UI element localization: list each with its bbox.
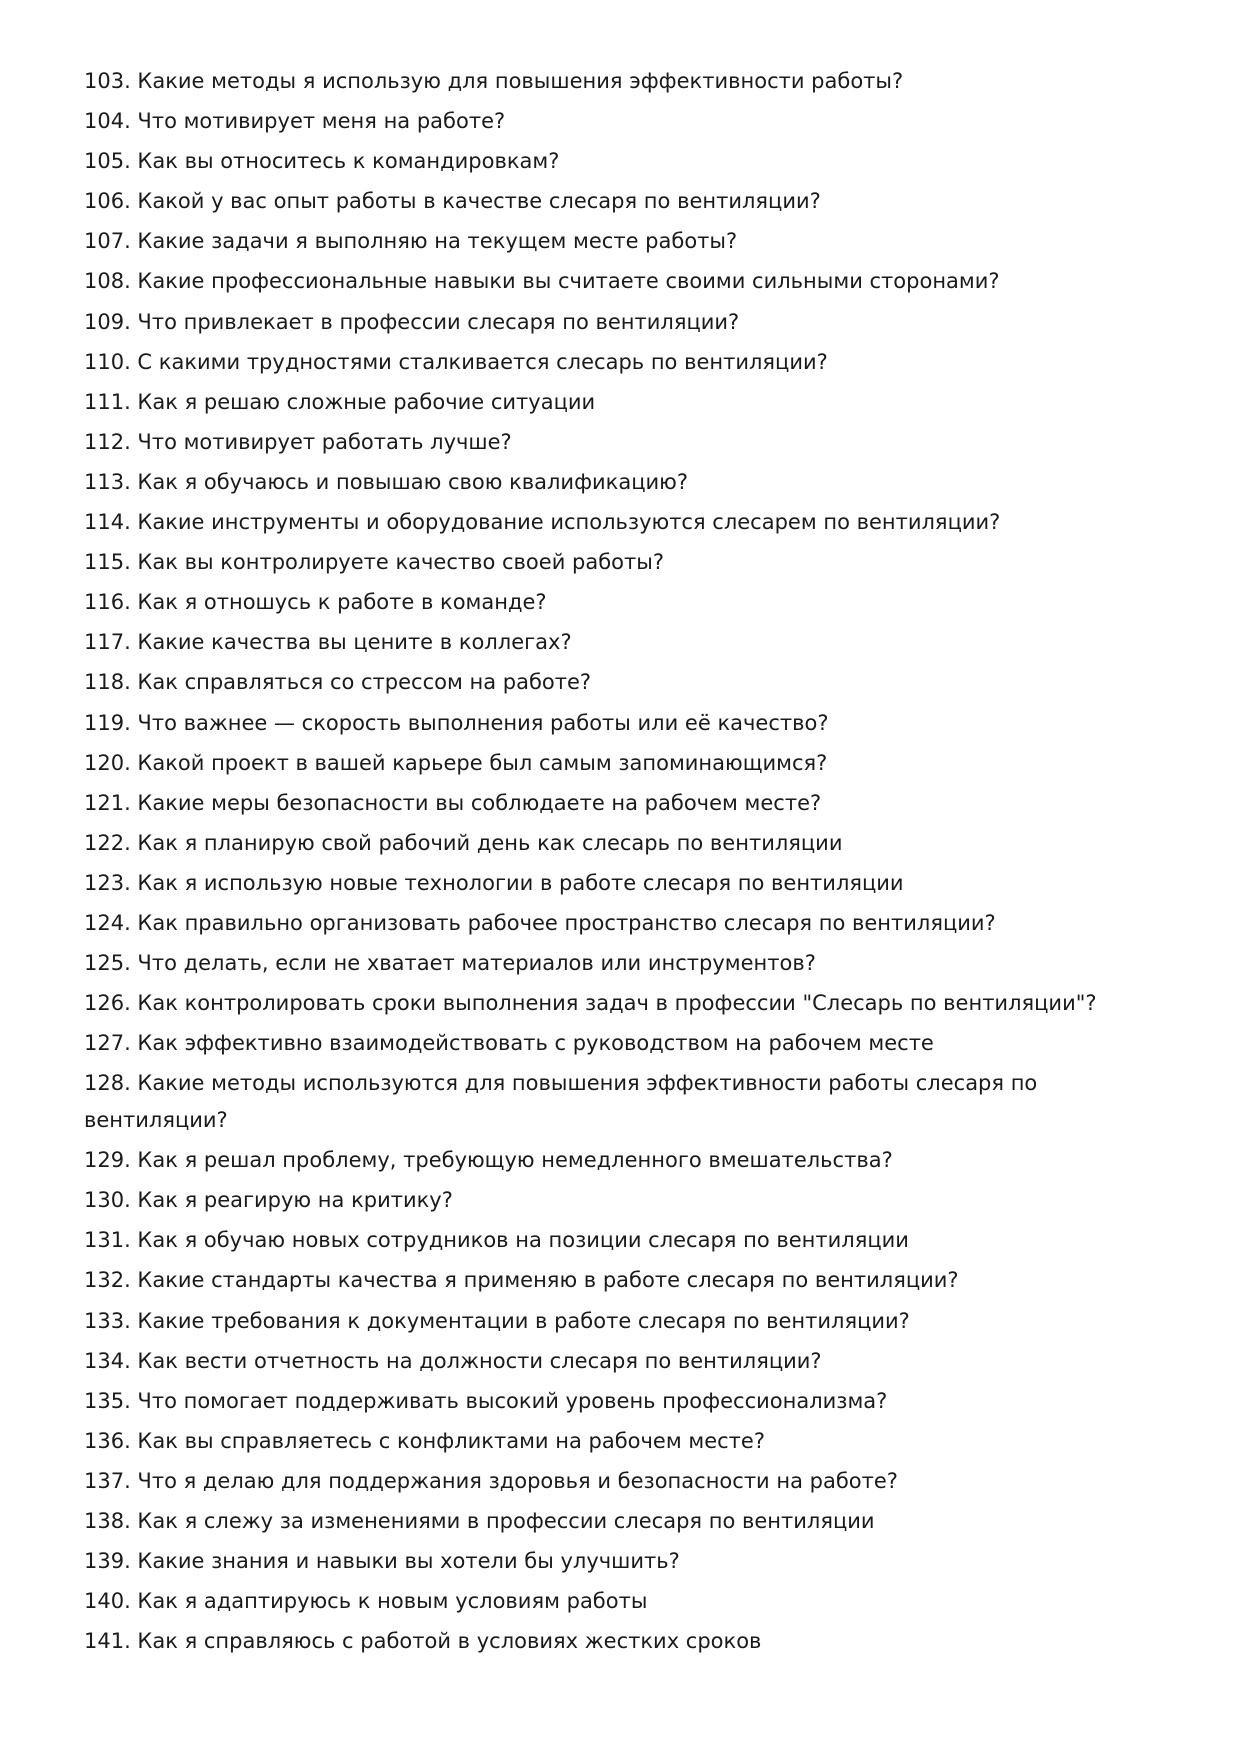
question-item: 135. Что помогает поддерживать высокий уровень профессионализма? [84, 1388, 888, 1413]
question-item: 136. Как вы справляетесь с конфликтами на рабочем месте? [84, 1428, 765, 1453]
question-item: 123. Как я использую новые технологии в работе слесаря по вентиляции [84, 870, 904, 895]
question-item: 127. Как эффективно взаимодействовать с руководством на рабочем месте [84, 1031, 934, 1056]
question-item: 120. Какой проект в вашей карьере был самым запоминающимся? [84, 750, 828, 775]
question-item: 128. Какие методы используются для повышения эффективности работы слесаря по вентиляции? [84, 1071, 1038, 1132]
question-item: 111. Как я решаю сложные рабочие ситуации [84, 389, 596, 414]
question-item: 116. Как я отношусь к работе в команде? [84, 590, 547, 615]
question-item: 107. Какие задачи я выполняю на текущем месте работы? [84, 229, 738, 254]
question-item: 117. Какие качества вы цените в коллегах? [84, 630, 572, 655]
question-item: 115. Как вы контролируете качество своей работы? [84, 550, 664, 575]
question-item: 138. Как я слежу за изменениями в профессии слесаря по вентиляции [84, 1509, 875, 1533]
question-item: 103. Какие методы я использую для повышения эффективности работы? [84, 69, 904, 93]
question-item: 118. Как справляться со стрессом на работе? [84, 670, 592, 695]
question-item: 131. Как я обучаю новых сотрудников на позиции слесаря по вентиляции [84, 1228, 909, 1253]
question-item: 114. Какие инструменты и оборудование используются слесарем по вентиляции? [84, 510, 1001, 535]
question-item: 112. Что мотивирует работать лучше? [84, 429, 512, 454]
question-item: 137. Что я делаю для поддержания здоровья и безопасности на работе? [84, 1468, 898, 1493]
question-item: 119. Что важнее — скорость выполнения работы или её качество? [84, 710, 829, 735]
question-item: 141. Как я справляюсь с работой в условиях жестких сроков [84, 1629, 762, 1654]
question-item: 109. Что привлекает в профессии слесаря по вентиляции? [84, 309, 740, 334]
question-item: 133. Какие требования к документации в работе слесаря по вентиляции? [84, 1308, 910, 1333]
question-item: 140. Как я адаптируюсь к новым условиям работы [84, 1589, 648, 1614]
question-item: 104. Что мотивирует меня на работе? [84, 109, 506, 134]
question-item: 132. Какие стандарты качества я применяю в работе слесаря по вентиляции? [84, 1268, 959, 1293]
question-item: 126. Как контролировать сроки выполнения задач в профессии "Слесарь по вентиляции"? [84, 991, 1097, 1016]
question-item: 124. Как правильно организовать рабочее пространство слесаря по вентиляции? [84, 910, 996, 935]
question-list [84, 61, 1164, 1661]
question-item: 139. Какие знания и навыки вы хотели бы улучшить? [84, 1549, 680, 1574]
question-item: 121. Какие меры безопасности вы соблюдаете на рабочем месте? [84, 790, 822, 815]
question-item: 106. Какой у вас опыт работы в качестве слесаря по вентиляции? [84, 189, 821, 214]
question-item: 129. Как я решал проблему, требующую немедленного вмешательства? [84, 1148, 893, 1173]
question-item: 130. Как я реагирую на критику? [84, 1188, 453, 1213]
question-item: 108. Какие профессиональные навыки вы считаете своими сильными сторонами? [84, 269, 1000, 294]
question-item: 122. Как я планирую свой рабочий день как слесарь по вентиляции [84, 830, 843, 855]
question-item: 125. Что делать, если не хватает материалов или инструментов? [84, 951, 816, 976]
question-item: 134. Как вести отчетность на должности слесаря по вентиляции? [84, 1348, 822, 1373]
question-item: 105. Как вы относитесь к командировкам? [84, 149, 560, 174]
question-item: 110. С какими трудностями сталкивается слесарь по вентиляции? [84, 349, 828, 374]
question-item: 113. Как я обучаюсь и повышаю свою квалификацию? [84, 469, 688, 494]
